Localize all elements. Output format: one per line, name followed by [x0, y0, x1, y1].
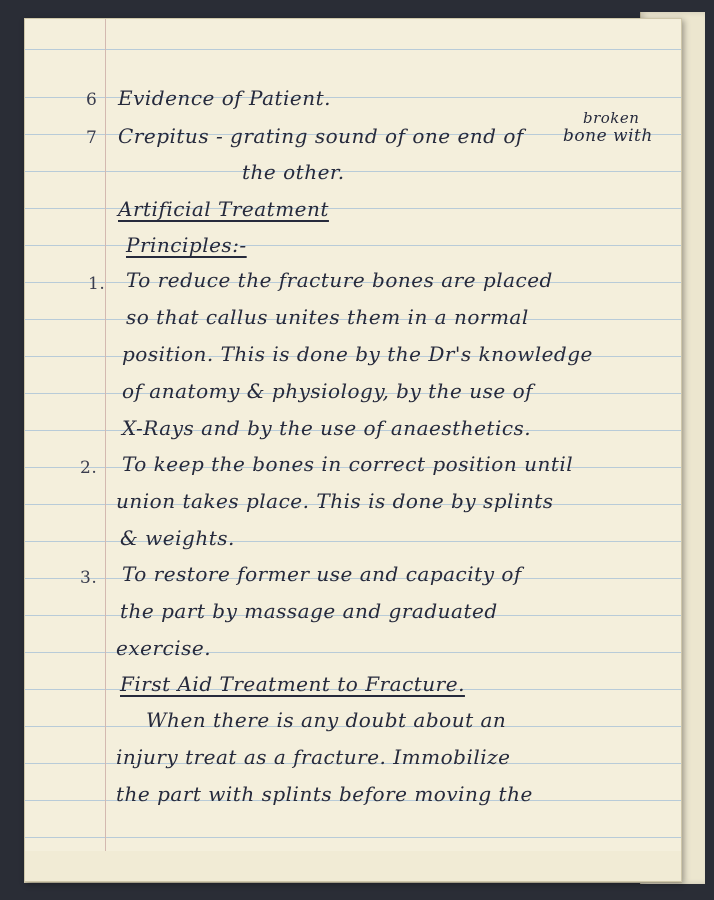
principle-3-line-2: the part by massage and graduated: [120, 599, 498, 623]
principle-1-line-4: of anatomy & physiology, by the use of: [122, 379, 534, 403]
item-7-text-end: bone with: [563, 126, 653, 146]
principle-number-3: 3.: [80, 568, 98, 588]
principle-3-line-3: exercise.: [116, 636, 212, 660]
principle-3-line-1: To restore former use and capacity of: [122, 562, 522, 586]
principle-1-line-5: X-Rays and by the use of anaesthetics.: [122, 416, 532, 440]
principle-2-line-2: union takes place. This is done by splints: [116, 489, 554, 513]
principle-1-line-1: To reduce the fracture bones are placed: [126, 268, 553, 292]
principle-1-line-2: so that callus unites them in a normal: [126, 305, 529, 329]
item-7-continuation: the other.: [242, 160, 345, 184]
item-number-6: 6: [86, 90, 98, 110]
principle-2-line-1: To keep the bones in correct position until: [122, 452, 574, 476]
margin-rule: [105, 19, 106, 881]
first-aid-line-1: When there is any doubt about an: [146, 708, 507, 732]
item-7-text: Crepitus - grating sound of one end of: [118, 124, 524, 148]
principle-1-line-3: position. This is done by the Dr's knowledge: [122, 342, 593, 366]
item-7-insertion: broken: [583, 109, 640, 127]
first-aid-line-3: the part with splints before moving the: [116, 782, 533, 806]
principle-2-line-3: & weights.: [120, 526, 235, 550]
heading-principles: Principles:-: [126, 233, 247, 257]
item-6-text: Evidence of Patient.: [118, 86, 332, 110]
principle-number-1: 1.: [88, 274, 106, 294]
first-aid-line-2: injury treat as a fracture. Immobilize: [116, 745, 511, 769]
principle-number-2: 2.: [80, 458, 98, 478]
heading-first-aid: First Aid Treatment to Fracture.: [120, 672, 465, 696]
heading-artificial-treatment: Artificial Treatment: [118, 197, 329, 221]
item-number-7: 7: [86, 128, 98, 148]
